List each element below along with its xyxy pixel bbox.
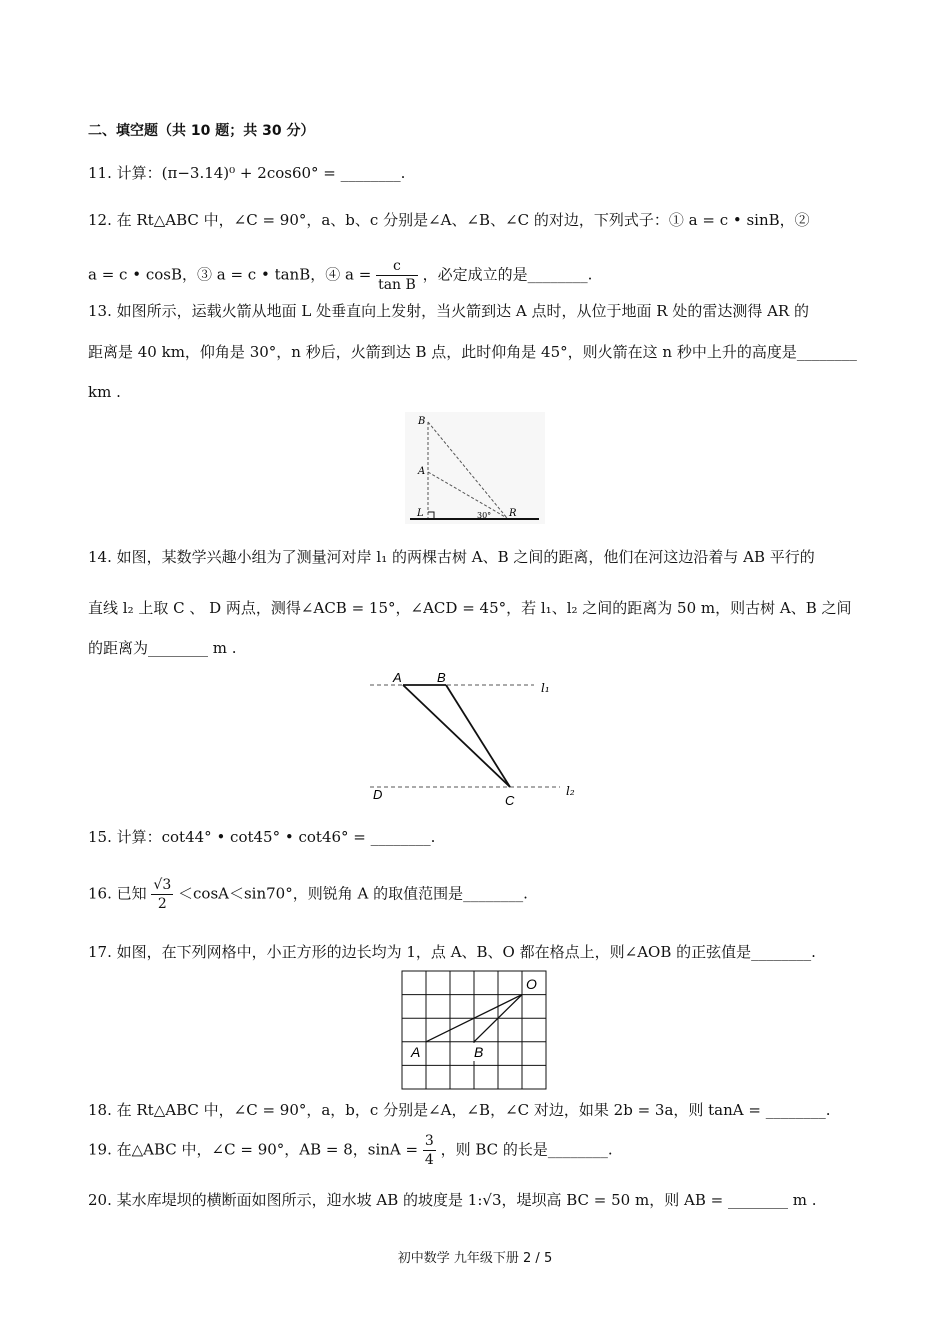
q19-text-b: ，则 BC 的长是________. [440, 1140, 613, 1159]
fig14-label-D: D [373, 787, 383, 802]
q19-fraction-numerator: 3 [424, 1133, 434, 1149]
question-18: 18. 在 Rt△ABC 中，∠C = 90°，a，b，c 分别是∠A，∠B，∠C 对边，如果 2b = 3a，则 tanA = ________. [88, 1101, 831, 1119]
fig14-label-l2: l₂ [566, 784, 575, 798]
fig13-label-L: L [417, 508, 424, 519]
fig17-label-O: O [526, 976, 537, 992]
fig13-label-A: A [418, 466, 426, 477]
q16-fraction [151, 876, 173, 913]
question-14-line2: 直线 l₂ 上取 C 、 D 两点，测得∠ACB = 15°，∠ACD = 45°，若 l₁、l₂ 之间的距离为 50 m，则古树 A、B 之间 [88, 599, 852, 617]
fig14-label-C: C [505, 793, 515, 808]
question-13-line3: km . [88, 383, 121, 401]
q19-fraction-denominator: 4 [424, 1152, 434, 1168]
q19-text-a: 19. 在△ABC 中，∠C = 90°，AB = 8，sinA = [88, 1140, 423, 1159]
q16-text-a: 16. 已知 [88, 884, 147, 903]
fig13-label-R: R [509, 508, 517, 519]
question-15: 15. 计算：cot44° • cot45° • cot46° = ________. [88, 828, 436, 846]
fig13-background [405, 412, 545, 524]
fig14-label-l1: l₁ [541, 681, 550, 695]
question-13-line1: 13. 如图所示，运载火箭从地面 L 处垂直向上发射，当火箭到达 A 点时，从位于地面 R 处的雷达测得 AR 的 [88, 302, 809, 320]
q16-fraction-numerator: √3 [153, 877, 172, 893]
fig14-label-B: B [437, 670, 446, 685]
question-19 [88, 1132, 864, 1169]
figure-13-rocket [405, 412, 545, 524]
section-title: 二、填空题（共 10 题；共 30 分） [88, 123, 315, 139]
fig14-label-A: A [393, 670, 402, 685]
question-11: 11. 计算：(π−3.14)⁰ + 2cos60° = ________. [88, 164, 406, 182]
fig17-label-A: A [411, 1044, 421, 1060]
q12-text-a: a = c • cosB，③ a = c • tanB，④ a = [88, 265, 377, 284]
q16-fraction-denominator: 2 [157, 896, 167, 912]
q12-text-b: ，必定成立的是________. [422, 265, 593, 284]
q12-fraction-numerator: c [376, 257, 418, 276]
fig17-label-B: B [474, 1044, 484, 1060]
question-12-line1: 12. 在 Rt△ABC 中，∠C = 90°，a、b、c 分别是∠A、∠B、∠C 的对边，下列式子：① a = c • sinB，② [88, 211, 810, 229]
question-16 [88, 876, 864, 913]
q12-fraction [376, 257, 418, 294]
question-14-line1: 14. 如图，某数学兴趣小组为了测量河对岸 l₁ 的两棵古树 A、B 之间的距离，他们在河这边沿着与 AB 平行的 [88, 548, 815, 566]
question-14-line3: 的距离为________ m . [88, 639, 237, 657]
question-17: 17. 如图，在下列网格中，小正方形的边长均为 1，点 A、B、O 都在格点上，则∠AOB 的正弦值是________. [88, 943, 816, 961]
page-footer: 初中数学 九年级下册 2 / 5 [397, 1251, 553, 1266]
q12-fraction-denominator: tan B [378, 277, 416, 293]
figure-14-river [368, 668, 586, 810]
question-12-line2 [88, 257, 864, 294]
question-20: 20. 某水库堤坝的横断面如图所示，迎水坡 AB 的坡度是 1:√3，堤坝高 BC = 50 m，则 AB = ________ m . [88, 1191, 817, 1209]
fig13-angle-label: 30° [477, 511, 492, 520]
figure-17-grid [400, 969, 548, 1091]
question-13-line2: 距离是 40 km，仰角是 30°，n 秒后，火箭到达 B 点，此时仰角是 45°，则火箭在这 n 秒中上升的高度是________ [88, 343, 857, 361]
q19-fraction [423, 1132, 436, 1169]
fig13-label-B: B [418, 416, 426, 427]
q16-text-b: ＜cosA＜sin70°，则锐角 A 的取值范围是________. [178, 884, 528, 903]
